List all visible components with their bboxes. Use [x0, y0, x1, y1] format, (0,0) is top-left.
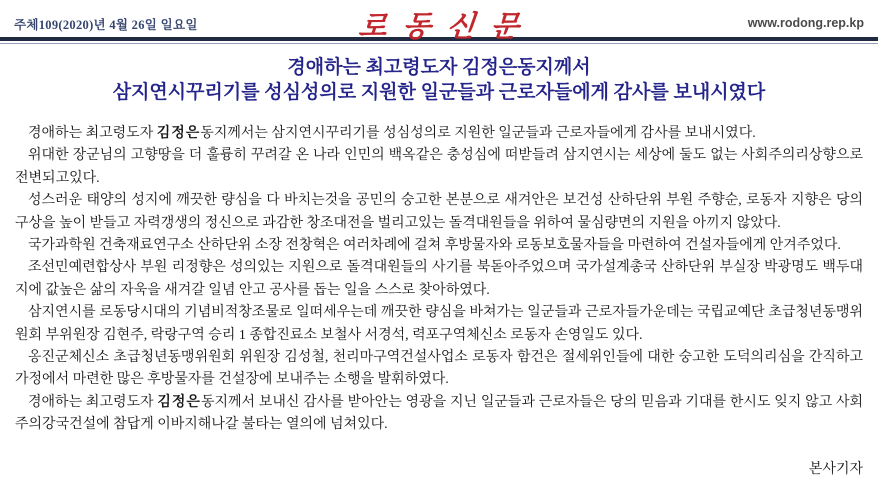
article-title-line2: 삼지연시꾸리기를 성심성의로 지원한 일군들과 근로자들에게 감사를 보내시였다 — [112, 82, 766, 103]
article-paragraph: 조선민예련합상사 부원 리정향은 성의있는 지원으로 돌격대원들의 사기를 북돋아주었으며 국가설계총국 산하단위 부실장 박광명도 백두대지에 값높은 삶의 자욱을 새겨갈 일념 안고 공사를 돕는 일을 스스로 찾아하였다. — [15, 260, 863, 298]
article-title-line1: 경애하는 최고령도자 김정은동지께서 — [287, 57, 591, 78]
article-body — [0, 123, 878, 437]
article-paragraph: 옹진군체신소 초급청년동맹위원회 위원장 김성철, 천리마구역건설사업소 로동자 함건은 절세위인들에 대한 숭고한 도덕의리심을 간직하고 가정에서 마련한 많은 후방물자를 건설장에 보내주는 소행을 발휘하였다. — [15, 350, 863, 388]
article-paragraph: 위대한 장군님의 고향땅을 더 훌륭히 꾸려갈 온 나라 인민의 백옥같은 충성심에 떠받들려 삼지연시는 세상에 둘도 없는 사회주의리상향으로 전변되고있다. — [15, 148, 863, 186]
article-paragraph: 경애하는 최고령도자 김정은동지께서는 삼지연시꾸리기를 성심성의로 지원한 일군들과 근로자들에게 감사를 보내시였다. — [28, 126, 756, 141]
leader-name-bold: 김정은 — [157, 394, 201, 410]
site-url[interactable]: www.rodong.rep.kp — [747, 16, 864, 30]
article-title — [0, 55, 878, 105]
article-paragraph: 국가과학원 건축재료연구소 산하단위 소장 전창혁은 여러차례에 걸쳐 후방물자와 로동보호물자들을 마련하여 건설자들에게 안겨주었다. — [28, 238, 841, 254]
issue-date: 주체109(2020)년 4월 26일 일요일 — [14, 18, 198, 32]
article-paragraph: 성스러운 태양의 성지에 깨끗한 량심을 다 바치는것을 공민의 숭고한 본분으로 새겨안은 보건성 산하단위 부원 주향순, 로동자 지향은 당의 구상을 높이 받들고 자력갱생의 정신으로 과감한 창조대전을 벌리고있는 돌격대원들을 위하여 물심량면의 지원을 아끼지 않았다. — [15, 193, 863, 231]
page-header — [0, 0, 878, 43]
byline: 본사기자 — [808, 461, 863, 477]
leader-name-bold: 김정은 — [156, 126, 201, 141]
masthead-logo[interactable]: 로동신문 — [357, 9, 537, 43]
article-paragraph: 경애하는 최고령도자 김정은동지께서 보내신 감사를 받아안는 영광을 지닌 일군들과 근로자들은 당의 믿음과 기대를 한시도 잊지 않고 사회주의강국건설에 참답게 이바지해나갈 불타는 열의에 넘쳐있다. — [15, 394, 863, 433]
article-paragraph: 삼지연시를 로동당시대의 기념비적창조물로 일떠세우는데 깨끗한 량심을 바쳐가는 일군들과 근로자들가운데는 국립교예단 초급청년동맹위원회 부위원장 김현주, 락랑구역 승리 1 종합진료소 보철사 서경석, 력포구역체신소 로동자 손영일도 있다. — [15, 305, 863, 343]
